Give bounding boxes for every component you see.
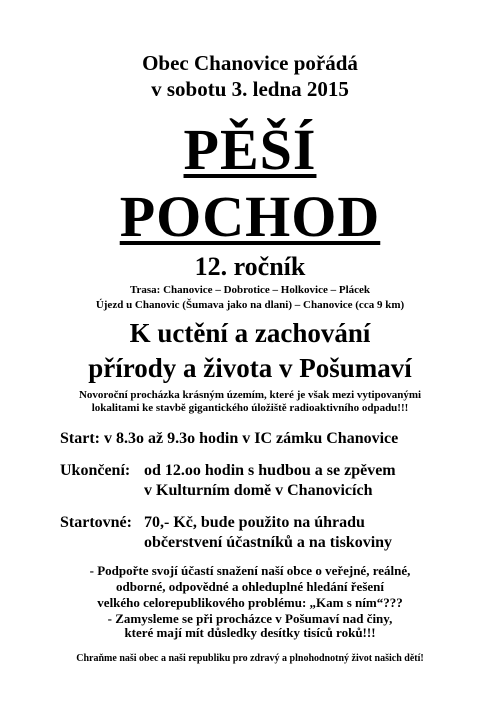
fee-info-line-1: 70,- Kč, bude použito na úhradu (144, 514, 365, 531)
subtitle-line-2: přírody a života v Pošumaví (88, 353, 412, 383)
note-line-5: které mají mít důsledky desítky tisíců roků!!! (124, 625, 376, 640)
end-label: Ukončení: (60, 462, 131, 479)
footer-slogan: Chraňme naši obec a naši republiku pro zdravý a plnohodnotný život našich dětí! (76, 653, 424, 664)
end-info-line-2: v Kulturním domě v Chanovicích (144, 482, 373, 499)
note-line-4: - Zamysleme se při procházce v Pošumaví nad činy, (107, 611, 393, 626)
description-line-1: Novoroční procházka krásným územím, které je však mezi vytipovanými (78, 389, 422, 401)
edition-label: 12. ročník (194, 252, 306, 281)
route-line-2: Újezd u Chanovic (Šumava jako na dlani) – Chanovice (cca 9 km) (95, 299, 405, 311)
fee-info-line-2: občerstvení účastníků a na tiskoviny (144, 534, 393, 551)
start-info: Start: v 8.3o až 9.3o hodin v IC zámku Chanovice (60, 430, 399, 447)
end-info-line-1: od 12.oo hodin s hudbou a se zpěvem (144, 462, 396, 479)
poster-title-line-1: PĚŠÍ (183, 117, 317, 182)
poster-title-line-2: POCHOD (119, 184, 381, 249)
event-date: v sobotu 3. ledna 2015 (151, 77, 349, 101)
route-line-1: Trasa: Chanovice – Dobrotice – Holkovice – Plácek (129, 284, 371, 296)
note-line-1: - Podpořte svojí účastí snažení naší obce o veřejné, reálné, (89, 563, 411, 578)
fee-label: Startovné: (60, 514, 132, 531)
subtitle-line-1: K uctění a zachování (129, 318, 371, 348)
description-line-2: lokalitami ke stavbě gigantického úložiště radioaktivního odpadu!!! (91, 402, 409, 414)
note-line-3: velkého celorepublikového problému: „Kam s ním“??? (97, 595, 403, 610)
note-line-2: odborné, odpovědné a ohleduplné hledání řešení (116, 579, 384, 594)
organizer-line: Obec Chanovice pořádá (142, 51, 358, 75)
